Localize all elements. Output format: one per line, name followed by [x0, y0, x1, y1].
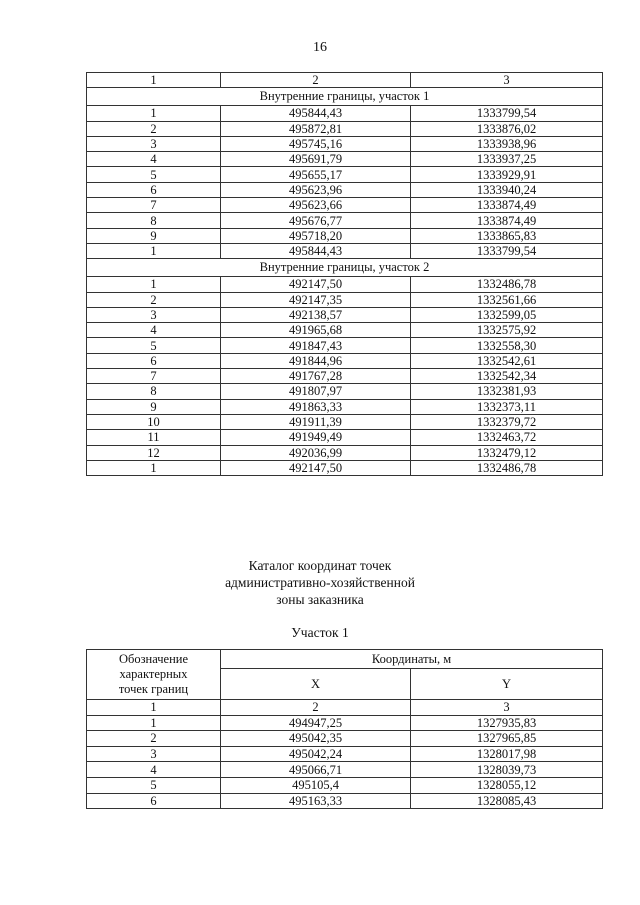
x-coordinate-cell: 495844,43 [221, 243, 411, 258]
y-coordinate-cell: 1328085,43 [411, 793, 603, 809]
table-row [87, 338, 603, 353]
point-number-cell: 1 [87, 243, 221, 258]
point-number-cell: 2 [87, 731, 221, 747]
y-coordinate-cell: 1333876,02 [411, 121, 603, 136]
y-coordinate-cell: 1332558,30 [411, 338, 603, 353]
table-row [87, 384, 603, 399]
section-title: Внутренние границы, участок 1 [87, 88, 603, 106]
table-row [87, 399, 603, 414]
point-number-cell: 3 [87, 307, 221, 322]
y-coordinate-cell: 1327935,83 [411, 715, 603, 731]
point-number-cell: 4 [87, 762, 221, 778]
point-number-cell: 9 [87, 399, 221, 414]
header-row [87, 650, 603, 669]
catalog-title [0, 557, 640, 608]
column-number-cell: 1 [87, 700, 221, 716]
y-coordinate-cell: 1332463,72 [411, 430, 603, 445]
table-row [87, 353, 603, 368]
coordinates-table-section-1 [86, 649, 603, 809]
table-row [87, 445, 603, 460]
subsection-title: Участок 1 [291, 625, 349, 640]
point-number-cell: 1 [87, 106, 221, 121]
x-coordinate-cell: 495718,20 [221, 228, 411, 243]
y-coordinate-cell: 1332486,78 [411, 460, 603, 475]
y-coordinate-cell: 1332486,78 [411, 277, 603, 292]
table-row [87, 152, 603, 167]
x-header: X [221, 669, 411, 700]
y-coordinate-cell: 1332479,12 [411, 445, 603, 460]
x-coordinate-cell: 495691,79 [221, 152, 411, 167]
y-coordinate-cell: 1333874,49 [411, 213, 603, 228]
point-number-cell: 8 [87, 213, 221, 228]
table-row [87, 460, 603, 475]
table-row [87, 414, 603, 429]
y-coordinate-cell: 1333865,83 [411, 228, 603, 243]
x-coordinate-cell: 495872,81 [221, 121, 411, 136]
x-coordinate-cell: 494947,25 [221, 715, 411, 731]
designation-header-line: Обозначение [118, 652, 189, 666]
designation-header-line: характерных [119, 667, 188, 681]
point-number-cell: 8 [87, 384, 221, 399]
x-coordinate-cell: 491911,39 [221, 414, 411, 429]
table-row [87, 167, 603, 182]
point-number-cell: 1 [87, 460, 221, 475]
table-row [87, 793, 603, 809]
y-coordinate-cell: 1327965,85 [411, 731, 603, 747]
y-coordinate-cell: 1332561,66 [411, 292, 603, 307]
column-number-row [87, 700, 603, 716]
x-coordinate-cell: 495844,43 [221, 106, 411, 121]
y-coordinate-cell: 1333940,24 [411, 182, 603, 197]
point-number-cell: 1 [87, 715, 221, 731]
y-coordinate-cell: 1333938,96 [411, 136, 603, 151]
x-coordinate-cell: 495042,24 [221, 746, 411, 762]
x-coordinate-cell: 495745,16 [221, 136, 411, 151]
point-number-cell: 6 [87, 353, 221, 368]
point-number-cell: 3 [87, 136, 221, 151]
table-row [87, 106, 603, 121]
coordinates-header: Координаты, м [221, 650, 603, 669]
point-number-cell: 10 [87, 414, 221, 429]
table-row [87, 430, 603, 445]
point-number-cell: 7 [87, 369, 221, 384]
column-number-cell: 3 [411, 700, 603, 716]
point-number-cell: 3 [87, 746, 221, 762]
x-coordinate-cell: 495105,4 [221, 777, 411, 793]
y-coordinate-cell: 1332381,93 [411, 384, 603, 399]
y-coordinate-cell: 1333937,25 [411, 152, 603, 167]
point-number-cell: 12 [87, 445, 221, 460]
point-number-cell: 2 [87, 292, 221, 307]
table-row [87, 243, 603, 258]
section-title: Внутренние границы, участок 2 [87, 259, 603, 277]
catalog-title-line: Каталог координат точек [248, 558, 392, 573]
table-row [87, 136, 603, 151]
y-coordinate-cell: 1328055,12 [411, 777, 603, 793]
table-row [87, 762, 603, 778]
point-number-cell: 7 [87, 198, 221, 213]
x-coordinate-cell: 495163,33 [221, 793, 411, 809]
x-coordinate-cell: 492147,50 [221, 460, 411, 475]
table-row [87, 198, 603, 213]
table-row [87, 369, 603, 384]
page-number: 16 [313, 40, 327, 55]
table-row [87, 323, 603, 338]
column-number-cell: 3 [411, 73, 603, 88]
x-coordinate-cell: 495655,17 [221, 167, 411, 182]
y-coordinate-cell: 1332373,11 [411, 399, 603, 414]
x-coordinate-cell: 495623,66 [221, 198, 411, 213]
table-row [87, 715, 603, 731]
table-row [87, 307, 603, 322]
designation-header-line: точек границ [118, 682, 189, 696]
x-coordinate-cell: 491807,97 [221, 384, 411, 399]
catalog-title-line: административно-хозяйственной [225, 575, 415, 590]
x-coordinate-cell: 492147,35 [221, 292, 411, 307]
y-coordinate-cell: 1333799,54 [411, 243, 603, 258]
x-coordinate-cell: 492036,99 [221, 445, 411, 460]
y-coordinate-cell: 1332575,92 [411, 323, 603, 338]
y-coordinate-cell: 1333874,49 [411, 198, 603, 213]
catalog-title-line: зоны заказника [276, 592, 364, 607]
column-number-cell: 2 [221, 73, 411, 88]
table-row [87, 777, 603, 793]
x-coordinate-cell: 492138,57 [221, 307, 411, 322]
designation-header [87, 650, 221, 700]
point-number-cell: 4 [87, 152, 221, 167]
x-coordinate-cell: 491965,68 [221, 323, 411, 338]
column-number-cell: 1 [87, 73, 221, 88]
y-header: Y [411, 669, 603, 700]
y-coordinate-cell: 1332542,34 [411, 369, 603, 384]
y-coordinate-cell: 1333799,54 [411, 106, 603, 121]
x-coordinate-cell: 491949,49 [221, 430, 411, 445]
x-coordinate-cell: 491844,96 [221, 353, 411, 368]
y-coordinate-cell: 1333929,91 [411, 167, 603, 182]
table-row [87, 182, 603, 197]
column-number-row [87, 73, 603, 88]
point-number-cell: 9 [87, 228, 221, 243]
point-number-cell: 5 [87, 777, 221, 793]
coordinates-table-body [87, 650, 603, 809]
x-coordinate-cell: 491847,43 [221, 338, 411, 353]
point-number-cell: 6 [87, 793, 221, 809]
point-number-cell: 2 [87, 121, 221, 136]
x-coordinate-cell: 495623,96 [221, 182, 411, 197]
y-coordinate-cell: 1332379,72 [411, 414, 603, 429]
point-number-cell: 5 [87, 167, 221, 182]
section-title-row [87, 259, 603, 277]
column-number-cell: 2 [221, 700, 411, 716]
point-number-cell: 4 [87, 323, 221, 338]
table-row [87, 746, 603, 762]
y-coordinate-cell: 1332599,05 [411, 307, 603, 322]
coordinates-table-body [87, 73, 603, 476]
table-row [87, 277, 603, 292]
y-coordinate-cell: 1328039,73 [411, 762, 603, 778]
point-number-cell: 5 [87, 338, 221, 353]
coordinates-table-inner-boundaries [86, 72, 603, 476]
y-coordinate-cell: 1328017,98 [411, 746, 603, 762]
table-row [87, 121, 603, 136]
x-coordinate-cell: 495042,35 [221, 731, 411, 747]
x-coordinate-cell: 495676,77 [221, 213, 411, 228]
table-row [87, 213, 603, 228]
y-coordinate-cell: 1332542,61 [411, 353, 603, 368]
x-coordinate-cell: 491767,28 [221, 369, 411, 384]
table-row [87, 292, 603, 307]
point-number-cell: 11 [87, 430, 221, 445]
section-title-row [87, 88, 603, 106]
table-row [87, 731, 603, 747]
x-coordinate-cell: 492147,50 [221, 277, 411, 292]
table-row [87, 228, 603, 243]
point-number-cell: 1 [87, 277, 221, 292]
x-coordinate-cell: 495066,71 [221, 762, 411, 778]
point-number-cell: 6 [87, 182, 221, 197]
x-coordinate-cell: 491863,33 [221, 399, 411, 414]
